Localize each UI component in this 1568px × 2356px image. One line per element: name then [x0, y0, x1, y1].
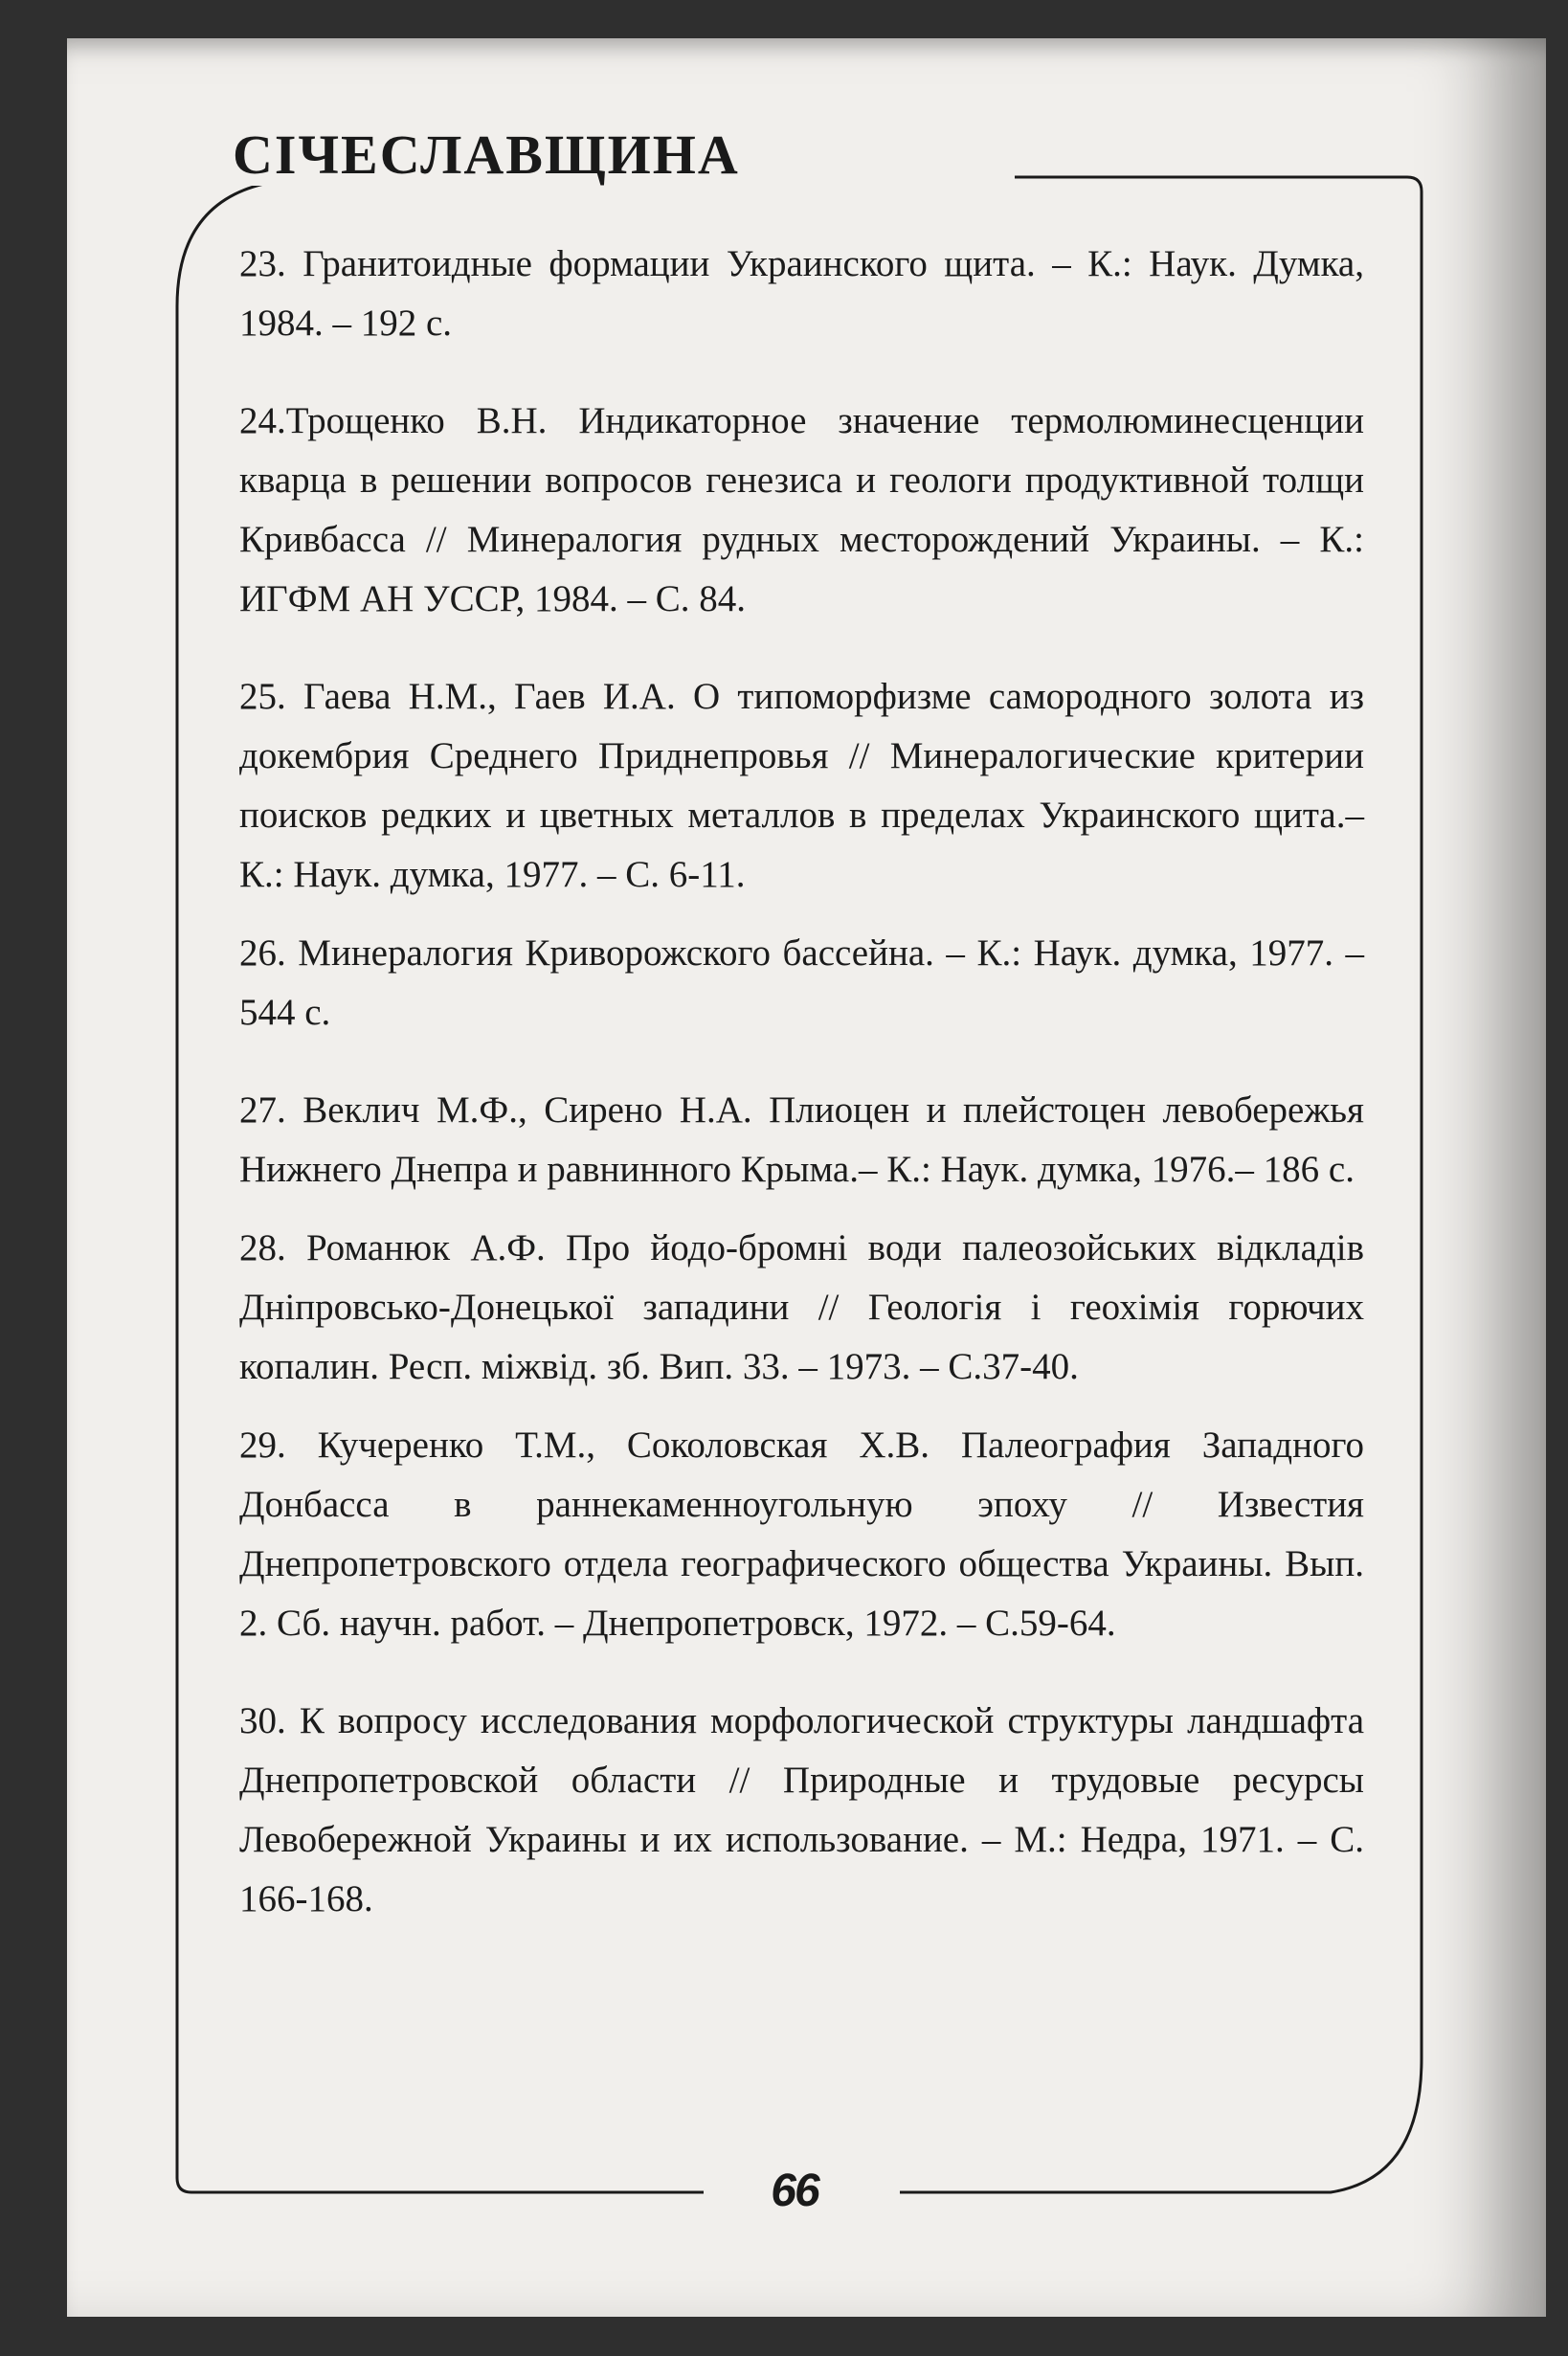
journal-logo: СІЧЕСЛАВЩИНА: [225, 123, 748, 186]
reference-list: [239, 235, 1364, 1929]
page-number: 66: [723, 2166, 866, 2214]
reference-25: 25. Гаева Н.М., Гаев И.А. О типоморфизме самородного золота из докембрия Среднего Приднепровья // Минералогические критерии поисков редких и цветных металлов в пределах Украинского щита.– К.: Наук. думка, 1977. – С. 6-11.: [239, 676, 1364, 895]
reference-24: 24.Трощенко В.Н. Индикаторное значение термолюминесценции кварца в решении вопросов генезиса и геологи продуктивной толщи Кривбасса // Минералогия рудных месторождений Украины. – К.: ИГФМ АН УССР, 1984. – С. 84.: [239, 400, 1364, 619]
reference-23: 23. Гранитоидные формации Украинского щита. – К.: Наук. Думка, 1984. – 192 с.: [239, 243, 1364, 344]
reference-28: 28. Романюк А.Ф. Про йодо-бромні води палеозойських відкладів Дніпровсько-Донецької западини // Геологія і геохімія горючих копалин. Респ. міжвід. зб. Вип. 33. – 1973. – С.37-40.: [239, 1227, 1364, 1387]
reference-27: 27. Веклич М.Ф., Сирено Н.А. Плиоцен и плейстоцен левобережья Нижнего Днепра и равнинного Крыма.– К.: Наук. думка, 1976.– 186 с.: [239, 1089, 1364, 1190]
reference-29: 29. Кучеренко Т.М., Соколовская Х.В. Палеография Западного Донбасса в раннекаменноугольную эпоху // Известия Днепропетровского отдела географического общества Украины. Вып. 2. Сб. научн. работ. – Днепропетровск, 1972. – С.59-64.: [239, 1425, 1364, 1644]
reference-26: 26. Минералогия Криворожского бассейна. – К.: Наук. думка, 1977. – 544 с.: [239, 932, 1364, 1033]
reference-30: 30. К вопросу исследования морфологической структуры ландшафта Днепропетровской области // Природные и трудовые ресурсы Левобережной Украины и их использование. – М.: Недра, 1971. – С. 166-168.: [239, 1700, 1364, 1919]
